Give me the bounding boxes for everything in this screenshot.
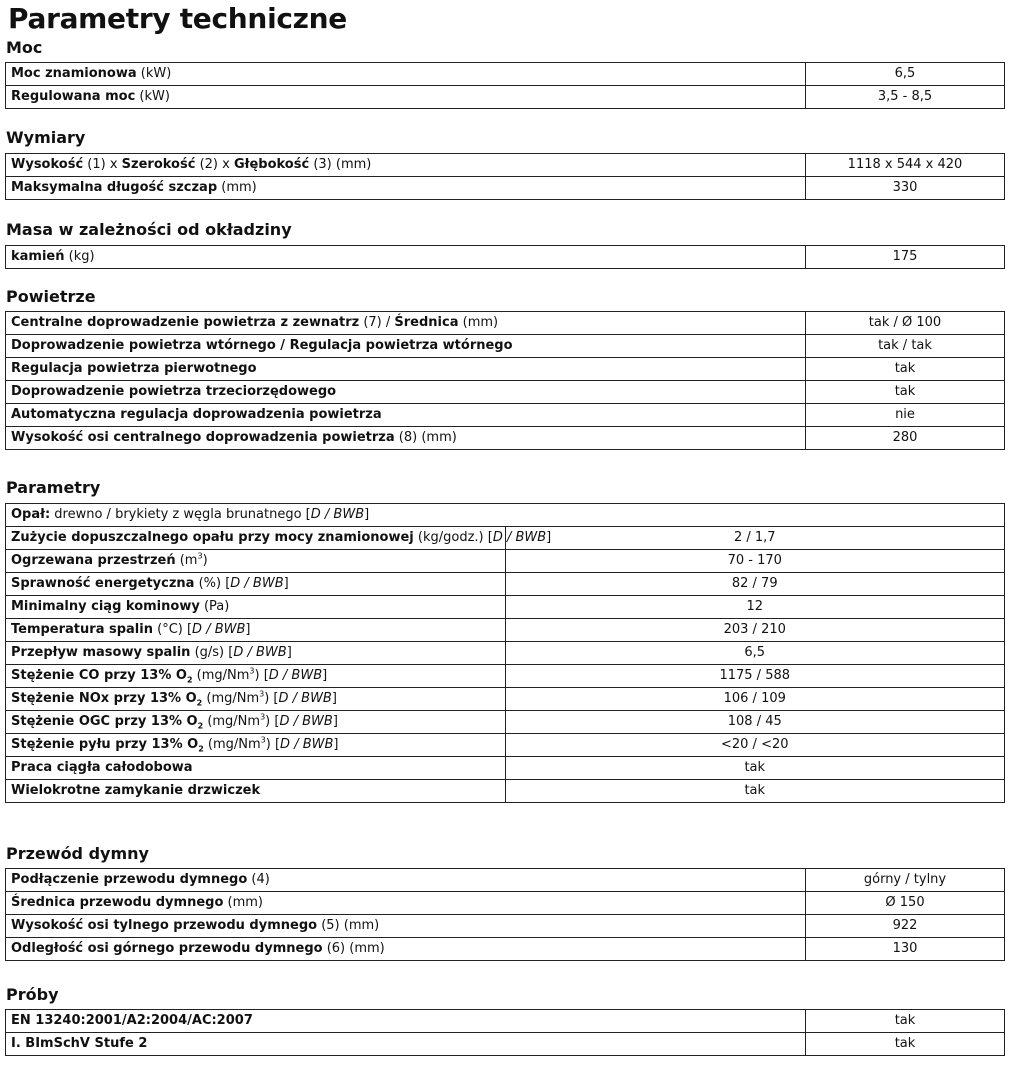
row-value: 130 (806, 938, 1005, 961)
row-label: Maksymalna długość szczap (mm) (6, 177, 806, 200)
row-label: Minimalny ciąg kominowy (Pa) (6, 596, 506, 619)
row-label: Średnica przewodu dymnego (mm) (6, 892, 806, 915)
table-row (6, 86, 1005, 109)
row-value: tak (505, 757, 1005, 780)
page-title: Parametry techniczne (8, 2, 347, 35)
table-row (6, 1033, 1005, 1056)
row-value: Ø 150 (806, 892, 1005, 915)
table-wymiary (5, 153, 1005, 200)
row-value: 70 - 170 (505, 550, 1005, 573)
row-value: 12 (505, 596, 1005, 619)
table-row (6, 404, 1005, 427)
table-row (6, 358, 1005, 381)
row-label: Ogrzewana przestrzeń $(m^3)$ (6, 550, 506, 573)
row-label: Przepływ masowy spalin (g/s) [D / BWB] (6, 642, 506, 665)
table-row (6, 780, 1005, 803)
table-proby (5, 1009, 1005, 1056)
table-row (6, 711, 1005, 734)
table-parametry (5, 503, 1005, 803)
row-value: tak / tak (806, 335, 1005, 358)
row-label: Wysokość (1) x Szerokość (2) x Głębokość (3) (mm) (6, 154, 806, 177)
fuel-row: Opał: drewno / brykiety z węgla brunatnego [D / BWB] (6, 504, 1005, 527)
row-label: Automatyczna regulacja doprowadzenia powietrza (6, 404, 806, 427)
row-label: Moc znamionowa (kW) (6, 63, 806, 86)
section-heading-powietrze: Powietrze (6, 287, 96, 306)
table-masa (5, 245, 1005, 269)
row-value: tak (806, 1010, 1005, 1033)
row-label: Doprowadzenie powietrza wtórnego / Regulacja powietrza wtórnego (6, 335, 806, 358)
row-label: Stężenie OGC przy 13% $O_2$ (mg/Nm$^3$) [D / BWB] (6, 711, 506, 734)
row-value: <20 / <20 (505, 734, 1005, 757)
row-label: Regulowana moc (kW) (6, 86, 806, 109)
table-row (6, 938, 1005, 961)
row-value: 2 / 1,7 (505, 527, 1005, 550)
row-label: Stężenie pyłu przy 13% $O_2$ (mg/Nm$^3$) [D / BWB] (6, 734, 506, 757)
row-value: tak / Ø 100 (806, 312, 1005, 335)
table-row (6, 915, 1005, 938)
row-label: Wielokrotne zamykanie drzwiczek (6, 780, 506, 803)
table-row (6, 688, 1005, 711)
row-value: 6,5 (505, 642, 1005, 665)
table-row (6, 892, 1005, 915)
row-value: nie (806, 404, 1005, 427)
table-moc (5, 62, 1005, 109)
table-row (6, 619, 1005, 642)
section-heading-przewod: Przewód dymny (6, 844, 149, 863)
table-row (6, 550, 1005, 573)
row-label: Podłączenie przewodu dymnego (4) (6, 869, 806, 892)
row-label: EN 13240:2001/A2:2004/AC:2007 (6, 1010, 806, 1033)
row-value: górny / tylny (806, 869, 1005, 892)
table-row (6, 504, 1005, 527)
table-row (6, 63, 1005, 86)
row-label: Stężenie CO przy 13% $O_2$ (mg/Nm$^3$) [D / BWB] (6, 665, 506, 688)
table-row (6, 312, 1005, 335)
section-heading-moc: Moc (6, 38, 43, 57)
row-value: 82 / 79 (505, 573, 1005, 596)
section-heading-wymiary: Wymiary (6, 128, 86, 147)
row-value: 203 / 210 (505, 619, 1005, 642)
section-heading-masa: Masa w zależności od okładziny (6, 220, 292, 239)
section-heading-parametry: Parametry (6, 478, 101, 497)
row-label: Wysokość osi tylnego przewodu dymnego (5) (mm) (6, 915, 806, 938)
row-label: Wysokość osi centralnego doprowadzenia powietrza (8) (mm) (6, 427, 806, 450)
row-value: 1118 x 544 x 420 (806, 154, 1005, 177)
row-label: Sprawność energetyczna (%) [D / BWB] (6, 573, 506, 596)
table-row (6, 427, 1005, 450)
table-row (6, 527, 1005, 550)
row-value: 922 (806, 915, 1005, 938)
row-value: 1175 / 588 (505, 665, 1005, 688)
row-label: Doprowadzenie powietrza trzeciorzędowego (6, 381, 806, 404)
row-value: 106 / 109 (505, 688, 1005, 711)
table-row (6, 154, 1005, 177)
row-label: Stężenie NOx przy 13% $O_2$ (mg/Nm$^3$) [D / BWB] (6, 688, 506, 711)
table-powietrze (5, 311, 1005, 450)
table-przewod (5, 868, 1005, 961)
row-label: I. BImSchV Stufe 2 (6, 1033, 806, 1056)
row-value: 108 / 45 (505, 711, 1005, 734)
row-label: Centralne doprowadzenie powietrza z zewnatrz (7) / Średnica (mm) (6, 312, 806, 335)
table-row (6, 596, 1005, 619)
row-value: 280 (806, 427, 1005, 450)
row-value: tak (806, 1033, 1005, 1056)
table-row (6, 757, 1005, 780)
row-value: tak (806, 381, 1005, 404)
row-value: 330 (806, 177, 1005, 200)
table-row (6, 573, 1005, 596)
table-row (6, 177, 1005, 200)
table-row (6, 642, 1005, 665)
table-row (6, 381, 1005, 404)
row-value: 6,5 (806, 63, 1005, 86)
table-row (6, 665, 1005, 688)
row-label: Odległość osi górnego przewodu dymnego (6) (mm) (6, 938, 806, 961)
table-row (6, 335, 1005, 358)
section-heading-proby: Próby (6, 985, 59, 1004)
row-label: Zużycie dopuszczalnego opału przy mocy znamionowej (kg/godz.) [D / BWB] (6, 527, 506, 550)
table-row (6, 734, 1005, 757)
row-label: kamień (kg) (6, 246, 806, 269)
row-value: tak (505, 780, 1005, 803)
row-label: Regulacja powietrza pierwotnego (6, 358, 806, 381)
table-row (6, 869, 1005, 892)
table-row (6, 246, 1005, 269)
row-value: 175 (806, 246, 1005, 269)
row-value: 3,5 - 8,5 (806, 86, 1005, 109)
row-label: Temperatura spalin (°C) [D / BWB] (6, 619, 506, 642)
row-label: Praca ciągła całodobowa (6, 757, 506, 780)
row-value: tak (806, 358, 1005, 381)
table-row (6, 1010, 1005, 1033)
